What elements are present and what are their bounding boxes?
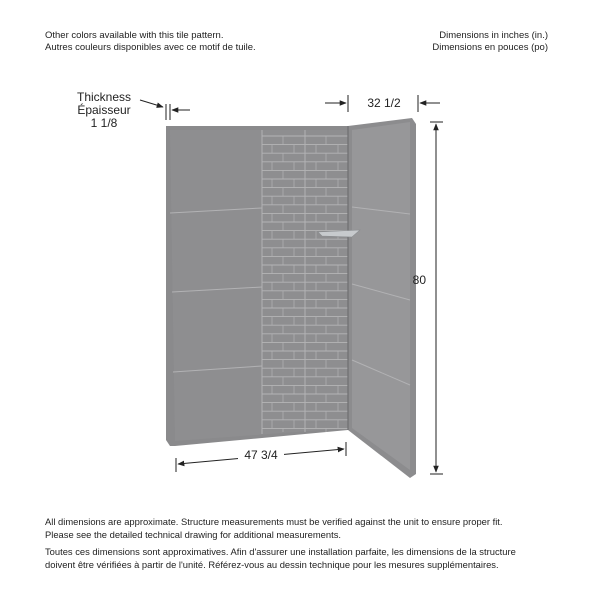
colors-note-en: Other colors available with this tile pattern. bbox=[45, 30, 224, 41]
disclaimer-fr bbox=[45, 546, 565, 571]
colors-note-fr: Autres couleurs disponibles avec ce motif de tuile. bbox=[45, 42, 256, 53]
back-wall-panel bbox=[166, 126, 348, 446]
height-dimension bbox=[413, 122, 443, 474]
thickness-label-fr: Épaisseur bbox=[77, 103, 131, 117]
back-width-value: 47 3/4 bbox=[244, 448, 278, 462]
thickness-dimension bbox=[77, 90, 190, 130]
height-value: 80 bbox=[412, 273, 426, 287]
back-width-dimension bbox=[176, 442, 346, 472]
side-width-value: 32 1/2 bbox=[367, 96, 401, 110]
thickness-label-en: Thickness bbox=[76, 90, 132, 104]
side-wall-panel bbox=[348, 118, 416, 478]
disclaimer-en-line-1: All dimensions are approximate. Structure measurements must be verified against the unit to ensure proper fit. bbox=[45, 516, 503, 527]
disclaimer-fr-line-2: doivent être vérifiées à partir de l'unité. Référez-vous au dessin technique pour les mesures supplémentaires. bbox=[45, 558, 499, 570]
units-note-fr: Dimensions en pouces (po) bbox=[432, 42, 548, 53]
thickness-value: 1 1/8 bbox=[90, 116, 118, 130]
side-width-dimension bbox=[325, 95, 440, 112]
disclaimer-fr-line-1: Toutes ces dimensions sont approximatives. Afin d'assurer une installation parfaite, les dimensions de la structure bbox=[45, 546, 516, 557]
units-note-en: Dimensions in inches (in.) bbox=[439, 30, 548, 41]
disclaimer-en-line-2: Please see the detailed technical drawing for additional measurements. bbox=[45, 528, 342, 540]
disclaimer-en bbox=[45, 516, 565, 541]
